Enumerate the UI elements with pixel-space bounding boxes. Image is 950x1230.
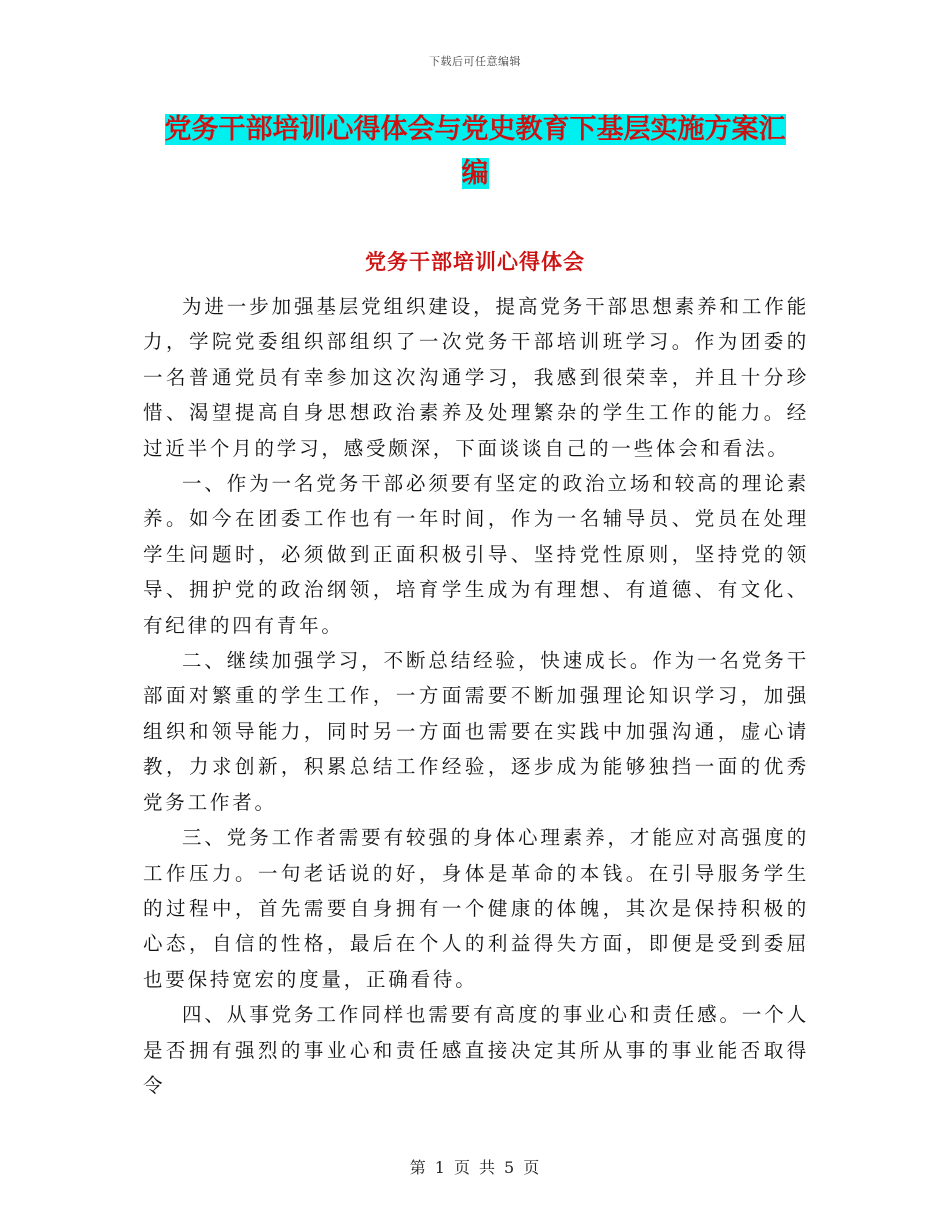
page-footer — [0, 1155, 950, 1178]
document-title — [145, 108, 805, 196]
paragraph: 一、作为一名党务干部必须要有坚定的政治立场和较高的理论素养。如今在团委工作也有一年时间，作为一名辅导员、党员在处理学生问题时，必须做到正面积极引导、坚持党性原则，坚持党的领导、拥护党的政治纲领，培育学生成为有理想、有道德、有文化、有纪律的四有青年。 — [143, 472, 809, 637]
document-title-line-2: 编 — [461, 158, 489, 189]
paragraph: 为进一步加强基层党组织建设，提高党务干部思想素养和工作能力，学院党委组织部组织了一次党务干部培训班学习。作为团委的一名普通党员有幸参加这次沟通学习，我感到很荣幸，并且十分珍惜、渴望提高自身思想政治素养及处理繁杂的学生工作的能力。经过近半个月的学习，感受颇深，下面谈谈自己的一些体会和看法。 — [143, 295, 809, 460]
paragraph: 三、党务工作者需要有较强的身体心理素养，才能应对高强度的工作压力。一句老话说的好，身体是革命的本钱。在引导服务学生的过程中，首先需要自身拥有一个健康的体魄，其次是保持积极的心态，自信的性格，最后在个人的利益得失方面，即便是受到委屈也要保持宽宏的度量，正确看待。 — [143, 826, 809, 991]
footer-total-unit: 页 — [523, 1158, 541, 1177]
footer-prefix: 第 — [409, 1158, 427, 1177]
body-text — [143, 289, 809, 1103]
section-title: 党务干部培训心得体会 — [365, 249, 585, 274]
footer-page-unit: 页 — [453, 1158, 471, 1177]
header-note: 下载后可任意编辑 — [429, 55, 521, 68]
paragraph: 四、从事党务工作同样也需要有高度的事业心和责任感。一个人是否拥有强烈的事业心和责任感直接决定其所从事的事业能否取得令 — [143, 1003, 809, 1097]
document-title-line-1: 党务干部培训心得体会与党史教育下基层实施方案汇 — [164, 114, 786, 145]
total-pages: 5 — [504, 1158, 516, 1177]
footer-total-prefix: 共 — [479, 1158, 497, 1177]
page-number: 1 — [434, 1158, 446, 1177]
paragraph: 二、继续加强学习，不断总结经验，快速成长。作为一名党务干部面对繁重的学生工作，一方面需要不断加强理论知识学习，加强组织和领导能力，同时另一方面也需要在实践中加强沟通，虚心请教，力求创新，积累总结工作经验，逐步成为能够独挡一面的优秀党务工作者。 — [143, 649, 809, 814]
